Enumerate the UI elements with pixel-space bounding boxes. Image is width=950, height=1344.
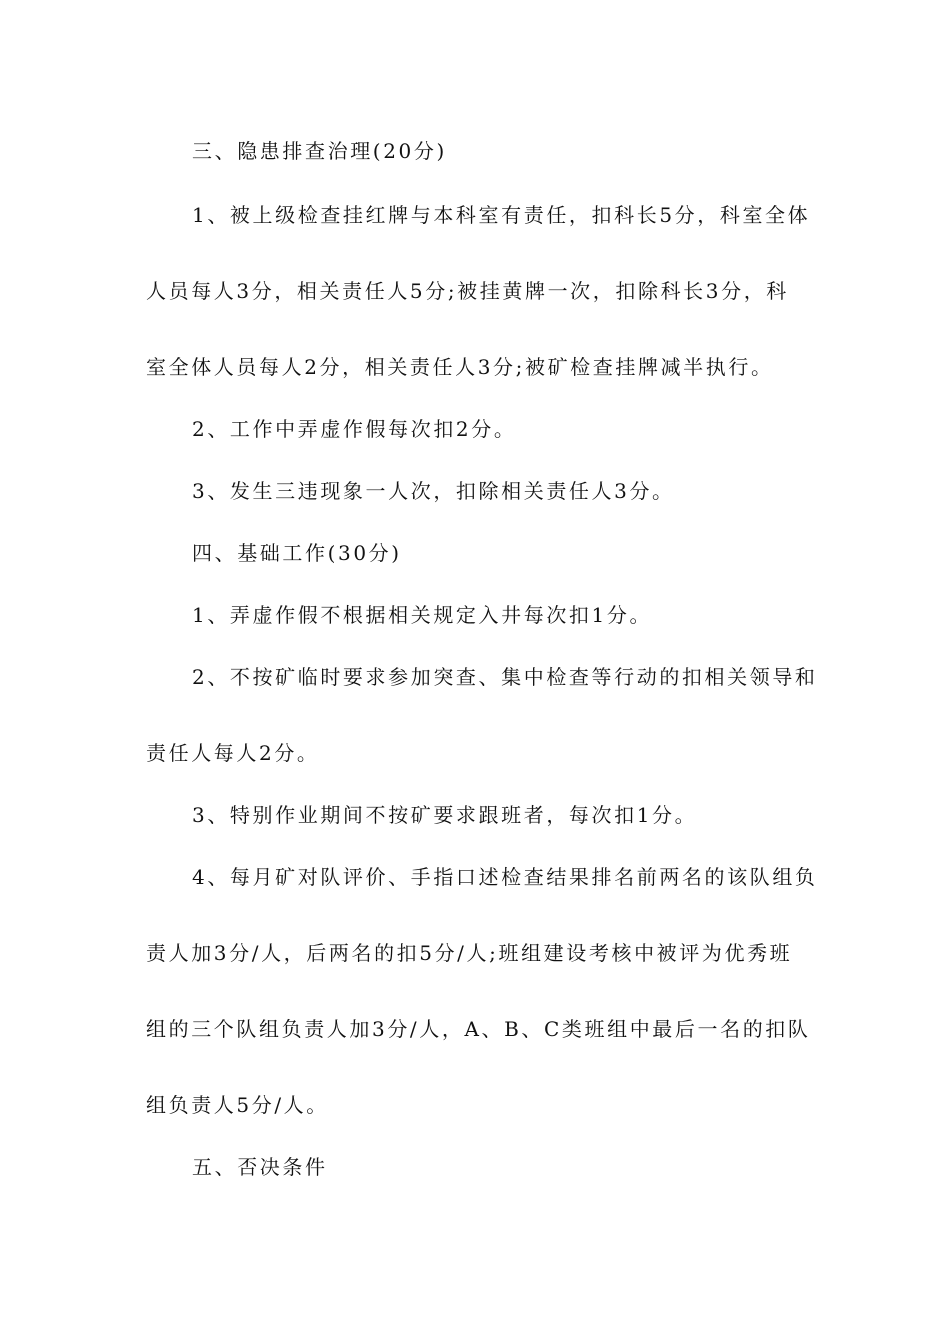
paragraph-line: 人员每人3分，相关责任人5分;被挂黄牌一次，扣除科长3分，科 [146,279,789,303]
section-heading-veto: 五、否决条件 [192,1155,328,1179]
paragraph-line: 责任人每人2分。 [146,741,320,765]
paragraph-line: 室全体人员每人2分，相关责任人3分;被矿检查挂牌减半执行。 [146,355,774,379]
paragraph-line: 组负责人5分/人。 [146,1093,329,1117]
paragraph-line: 2、工作中弄虚作假每次扣2分。 [192,417,517,441]
section-heading-basic: 四、基础工作(30分) [192,541,402,565]
paragraph-line: 1、弄虚作假不根据相关规定入井每次扣1分。 [192,603,653,627]
paragraph-line: 4、每月矿对队评价、手指口述检查结果排名前两名的该队组负 [192,865,818,889]
paragraph-line: 责人加3分/人，后两名的扣5分/人;班组建设考核中被评为优秀班 [146,941,793,965]
paragraph-line: 3、特别作业期间不按矿要求跟班者，每次扣1分。 [192,803,698,827]
paragraph-line: 1、被上级检查挂红牌与本科室有责任，扣科长5分，科室全体 [192,203,811,227]
paragraph-line: 3、发生三违现象一人次，扣除相关责任人3分。 [192,479,675,503]
section-heading-hazard: 三、隐患排查治理(20分) [192,139,447,163]
paragraph-line: 2、不按矿临时要求参加突查、集中检查等行动的扣相关领导和 [192,665,818,689]
paragraph-line: 组的三个队组负责人加3分/人，A、B、C类班组中最后一名的扣队 [146,1017,811,1041]
